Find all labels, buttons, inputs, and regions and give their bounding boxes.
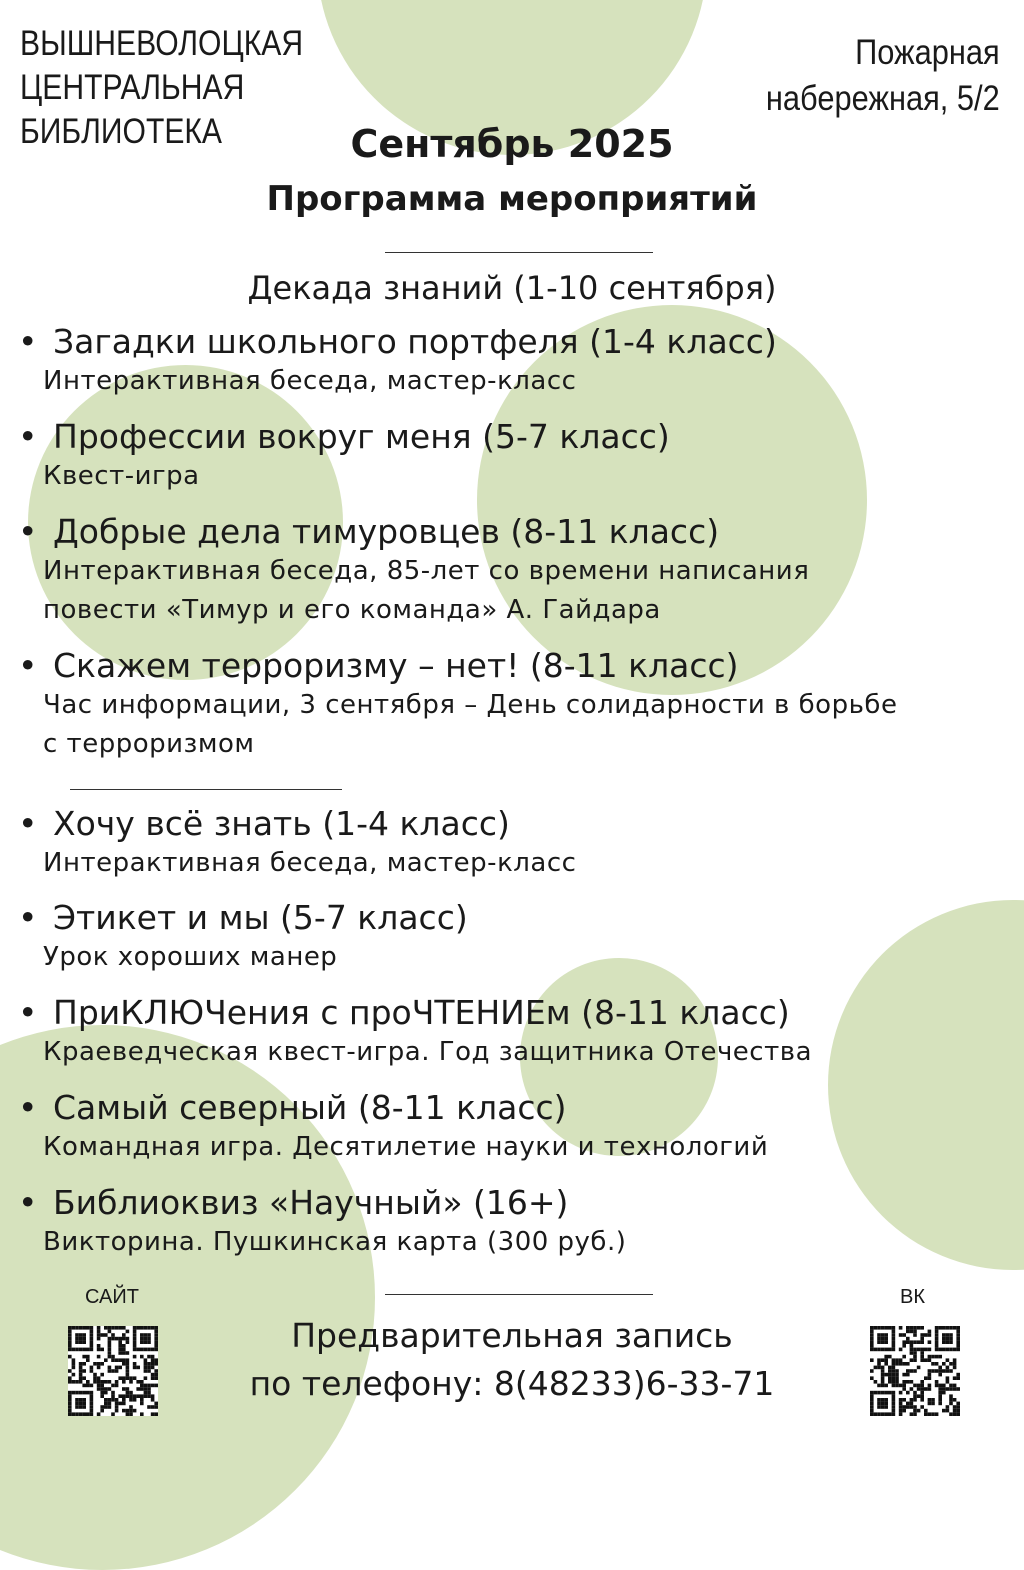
event-title: Загадки школьного портфеля (1-4 класс)	[53, 322, 777, 361]
address	[734, 30, 1000, 122]
address-line: Пожарная	[855, 33, 1000, 72]
vk-label: ВК	[900, 1286, 925, 1308]
bullet-icon: •	[18, 804, 38, 843]
decade-heading: Декада знаний (1-10 сентября)	[247, 269, 777, 307]
event-desc: Час информации, 3 сентября – День солидарности в борьбе	[43, 690, 898, 720]
event-desc: с терроризмом	[43, 729, 255, 759]
event-desc: Интерактивная беседа, мастер-класс	[43, 848, 577, 878]
event-desc: Урок хороших манер	[43, 942, 338, 972]
month-title: Сентябрь 2025	[350, 122, 674, 166]
event-item	[18, 804, 576, 883]
address-line: набережная, 5/2	[766, 79, 1000, 118]
event-desc: Интерактивная беседа, 85-лет со времени написания	[43, 556, 810, 586]
decor-circle	[828, 900, 1024, 1270]
event-title: Добрые дела тимуровцев (8-11 класс)	[53, 512, 720, 551]
site-label: САЙТ	[85, 1286, 139, 1308]
library-name-line: БИБЛИОТЕКА	[20, 112, 223, 151]
signup-info	[0, 1312, 1024, 1408]
event-title: Хочу всё знать (1-4 класс)	[53, 804, 510, 843]
bullet-icon: •	[18, 512, 38, 551]
library-name-line: ЦЕНТРАЛЬНАЯ	[20, 68, 245, 107]
divider	[385, 1294, 653, 1295]
bullet-icon: •	[18, 1183, 38, 1222]
event-item	[18, 1183, 626, 1262]
event-desc: Краеведческая квест-игра. Год защитника Отечества	[43, 1037, 813, 1067]
bullet-icon: •	[18, 993, 38, 1032]
event-item	[18, 898, 468, 977]
event-item	[18, 993, 812, 1072]
event-item	[18, 512, 809, 630]
event-desc: Квест-игра	[43, 461, 200, 491]
event-item	[18, 1088, 768, 1167]
event-title: Самый северный (8-11 класс)	[53, 1088, 567, 1127]
event-desc: Интерактивная беседа, мастер-класс	[43, 366, 577, 396]
divider	[385, 252, 653, 253]
signup-line: Предварительная запись	[291, 1316, 733, 1355]
event-desc: Командная игра. Десятилетие науки и технологий	[43, 1132, 769, 1162]
bullet-icon: •	[18, 322, 38, 361]
event-desc: повести «Тимур и его команда» А. Гайдара	[43, 595, 661, 625]
event-item	[18, 417, 670, 496]
divider	[70, 789, 342, 790]
signup-phone: по телефону: 8(48233)6-33-71	[249, 1364, 775, 1403]
library-name-line: ВЫШНЕВОЛОЦКАЯ	[20, 24, 304, 63]
event-title: Этикет и мы (5-7 класс)	[53, 898, 468, 937]
event-item	[18, 322, 777, 401]
program-title: Программа мероприятий	[266, 179, 758, 219]
bullet-icon: •	[18, 898, 38, 937]
bullet-icon: •	[18, 1088, 38, 1127]
event-title: Профессии вокруг меня (5-7 класс)	[53, 417, 670, 456]
event-title: Библиоквиз «Научный» (16+)	[53, 1183, 569, 1222]
event-title: Скажем терроризму – нет! (8-11 класс)	[53, 646, 739, 685]
event-title: ПриКЛЮЧения с проЧТЕНИЕм (8-11 класс)	[53, 993, 790, 1032]
bullet-icon: •	[18, 646, 38, 685]
event-desc: Викторина. Пушкинская карта (300 руб.)	[43, 1227, 627, 1257]
event-item	[18, 646, 897, 764]
bullet-icon: •	[18, 417, 38, 456]
